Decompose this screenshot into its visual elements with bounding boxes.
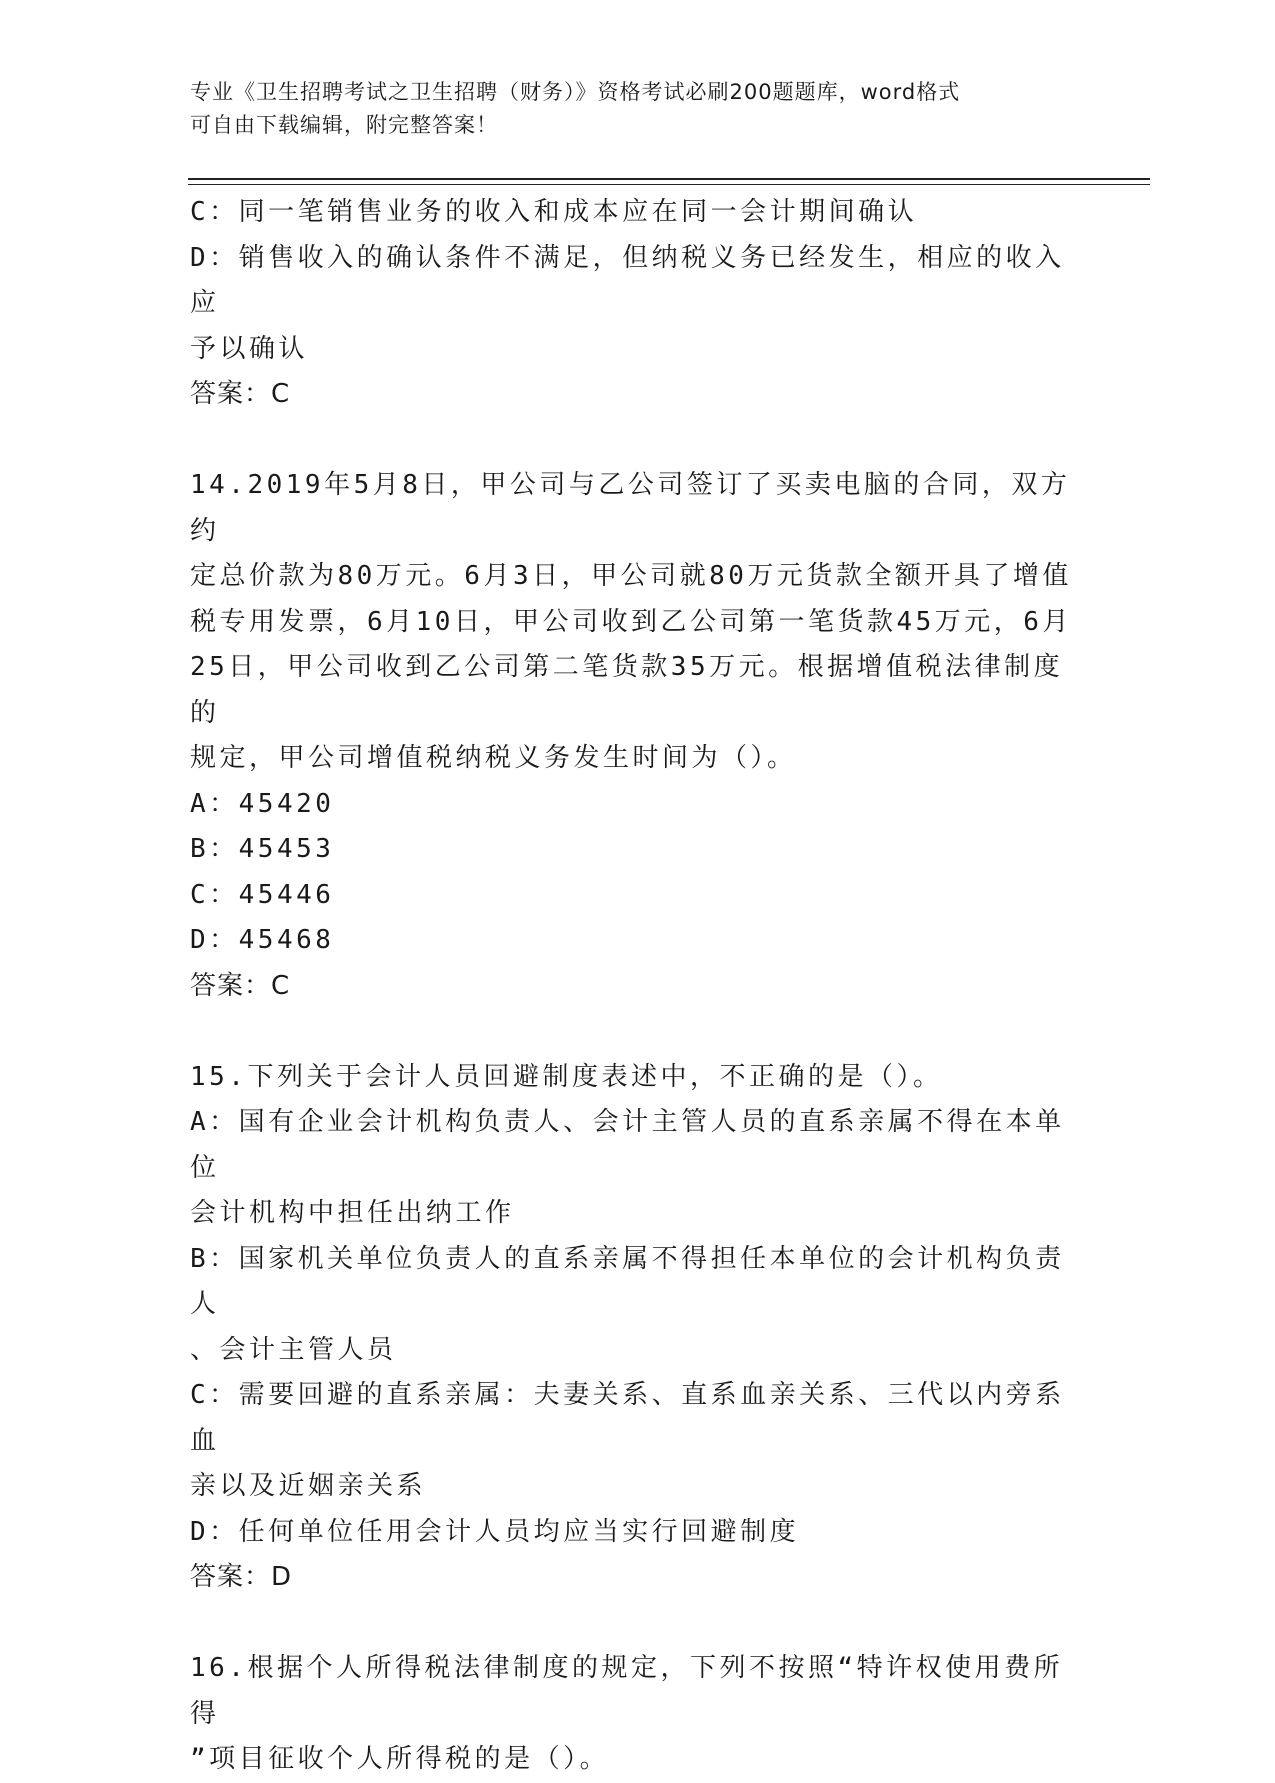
spacer [190,1601,1090,1647]
prev-option-c: C：同一笔销售业务的收入和成本应在同一会计期间确认 [190,197,918,227]
q14-stem-line-1: 14.2019年5月8日，甲公司与乙公司签订了买卖电脑的合同，双方约 [190,470,1071,546]
document-body [190,190,1090,1783]
spacer [190,1009,1090,1055]
q14-stem-line-3: 税专用发票，6月10日，甲公司收到乙公司第一笔货款45万元，6月 [190,606,1072,637]
q15-option-d: D：任何单位任用会计人员均应当实行回避制度 [190,1516,800,1547]
q14-stem-line-2: 定总价款为80万元。6月3日，甲公司就80万元货款全额开具了增值 [190,561,1072,591]
prev-option-d-line-1: D：销售收入的确认条件不满足，但纳税义务已经发生，相应的收入应 [190,242,1065,318]
q16-stem-line-2: ”项目征收个人所得税的是（）。 [190,1744,610,1774]
q14-stem-line-4: 25日，甲公司收到乙公司第二笔货款35万元。根据增值税法律制度的 [190,652,1064,728]
q15-option-b-line-2: 、会计主管人员 [190,1334,397,1365]
q14-option-c: C：45446 [190,879,335,910]
q14-option-d: D：45468 [190,925,335,955]
q15-option-a-line-2: 会计机构中担任出纳工作 [190,1198,515,1228]
q15-option-a-line-1: A：国有企业会计机构负责人、会计主管人员的直系亲属不得在本单位 [190,1107,1065,1183]
prev-answer: 答案：C [190,379,291,409]
header-line-2: 可自由下载编辑，附完整答案！ [190,113,498,137]
q16-stem-line-1: 16.根据个人所得税法律制度的规定，下列不按照“特许权使用费所得 [190,1653,1064,1729]
q14-stem-line-5: 规定，甲公司增值税纳税义务发生时间为（）。 [190,743,797,773]
header-divider-thick [188,178,1150,180]
q15-option-b-line-1: B：国家机关单位负责人的直系亲属不得担任本单位的会计机构负责人 [190,1243,1065,1319]
page-header [190,76,1090,142]
q15-option-c-line-1: C：需要回避的直系亲属：夫妻关系、直系血亲关系、三代以内旁系血 [190,1380,1065,1456]
q15-stem: 15.下列关于会计人员回避制度表述中，不正确的是（）。 [190,1061,943,1092]
q15-answer: 答案：D [190,1562,293,1592]
header-line-1: 专业《卫生招聘考试之卫生招聘（财务）》资格考试必刷200题题库，word格式 [190,80,961,104]
spacer [190,418,1090,464]
q15-option-c-line-2: 亲以及近姻亲关系 [190,1471,427,1501]
prev-option-d-line-2: 予以确认 [190,333,309,364]
q14-option-b: B：45453 [190,834,335,864]
q14-option-a: A：45420 [190,788,335,819]
header-divider-thin [188,184,1150,185]
q14-answer: 答案：C [190,970,291,1001]
